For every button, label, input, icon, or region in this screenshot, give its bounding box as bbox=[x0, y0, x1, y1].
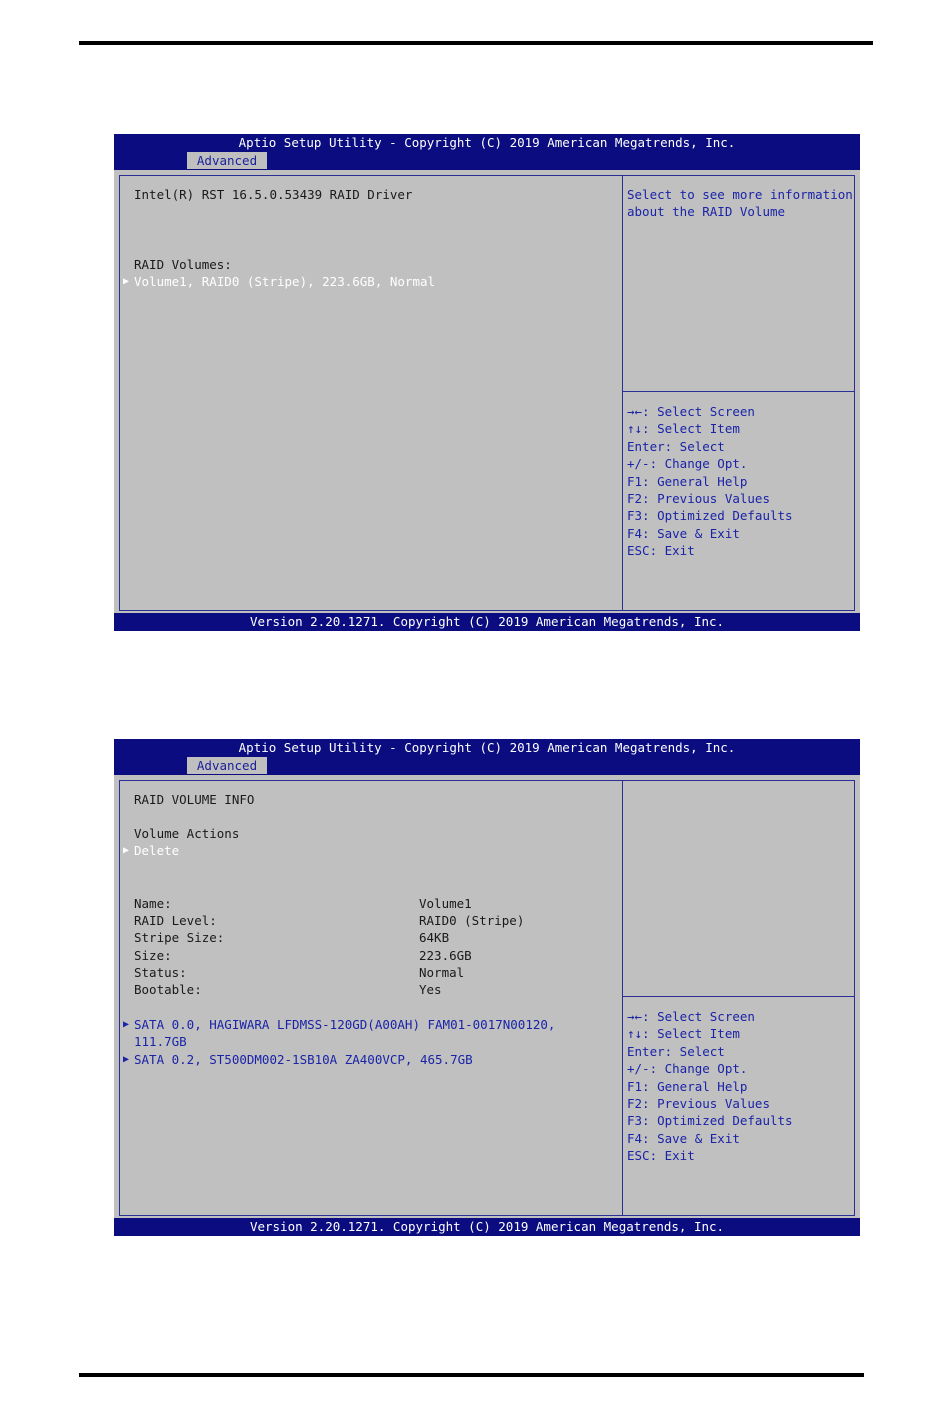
bottom-rule bbox=[79, 1373, 864, 1377]
key-change-opt: +/-: Change Opt. bbox=[627, 1061, 748, 1077]
key-enter: Enter: Select bbox=[627, 438, 725, 454]
key-select-screen: →←: Select Screen bbox=[627, 1009, 755, 1024]
key-f3: F3: Optimized Defaults bbox=[627, 508, 793, 524]
help-divider bbox=[622, 996, 854, 997]
header-title: Aptio Setup Utility - Copyright (C) 2019 American Megatrends, Inc. bbox=[238, 740, 736, 755]
info-value-size: 223.6GB bbox=[419, 948, 472, 963]
disk-item-sata-0-0-size[interactable]: 111.7GB bbox=[134, 1034, 187, 1049]
tab-advanced[interactable]: Advanced bbox=[187, 757, 267, 774]
info-value-status: Normal bbox=[419, 965, 465, 980]
key-change-opt: +/-: Change Opt. bbox=[627, 456, 748, 472]
info-label-raid-level: RAID Level: bbox=[134, 913, 217, 928]
key-f1: F1: General Help bbox=[627, 473, 748, 489]
bios-header bbox=[114, 739, 860, 775]
bios-screen-volume-info bbox=[114, 739, 860, 1236]
key-f2: F2: Previous Values bbox=[627, 1096, 770, 1111]
info-label-status: Status: bbox=[134, 965, 187, 980]
info-label-size: Size: bbox=[134, 948, 172, 963]
driver-label: Intel(R) RST 16.5.0.53439 RAID Driver bbox=[134, 187, 413, 202]
main-frame bbox=[119, 175, 855, 611]
info-value-raid-level: RAID0 (Stripe) bbox=[419, 913, 525, 928]
info-label-name: Name: bbox=[134, 896, 172, 911]
bios-footer: Version 2.20.1271. Copyright (C) 2019 American Megatrends, Inc. bbox=[114, 613, 860, 631]
disk-item-sata-0-2[interactable]: SATA 0.2, ST500DM002-1SB10A ZA400VCP, 465.7GB bbox=[134, 1052, 473, 1067]
key-select-screen: →←: Select Screen bbox=[627, 404, 755, 419]
bios-screen-raid-list bbox=[114, 134, 860, 631]
pane-divider bbox=[622, 781, 623, 1215]
bios-body bbox=[114, 170, 860, 613]
volume-actions-label: Volume Actions bbox=[134, 826, 240, 841]
top-rule bbox=[79, 41, 873, 45]
key-f2: F2: Previous Values bbox=[627, 491, 770, 506]
volume-item[interactable]: Volume1, RAID0 (Stripe), 223.6GB, Normal bbox=[134, 274, 436, 289]
help-divider bbox=[622, 391, 854, 392]
raid-volumes-label: RAID Volumes: bbox=[134, 257, 232, 272]
key-esc: ESC: Exit bbox=[627, 1148, 695, 1164]
info-label-stripe-size: Stripe Size: bbox=[134, 930, 225, 945]
key-f3: F3: Optimized Defaults bbox=[627, 1113, 793, 1129]
pane-divider bbox=[622, 176, 623, 610]
submenu-arrow-icon: ▶ bbox=[123, 276, 130, 287]
info-value-name: Volume1 bbox=[419, 896, 472, 911]
header-title: Aptio Setup Utility - Copyright (C) 2019 American Megatrends, Inc. bbox=[238, 135, 736, 150]
bios-footer: Version 2.20.1271. Copyright (C) 2019 American Megatrends, Inc. bbox=[114, 1218, 860, 1236]
bios-body bbox=[114, 775, 860, 1218]
submenu-arrow-icon: ▶ bbox=[123, 1054, 130, 1065]
key-enter: Enter: Select bbox=[627, 1043, 725, 1059]
bios-header bbox=[114, 134, 860, 170]
help-text-line-1: Select to see more information bbox=[627, 187, 853, 202]
info-label-bootable: Bootable: bbox=[134, 982, 202, 997]
tab-advanced[interactable]: Advanced bbox=[187, 152, 267, 169]
key-f1: F1: General Help bbox=[627, 1078, 748, 1094]
section-title: RAID VOLUME INFO bbox=[134, 792, 255, 807]
info-value-bootable: Yes bbox=[419, 982, 442, 997]
delete-item[interactable]: Delete bbox=[134, 843, 180, 858]
key-f4: F4: Save & Exit bbox=[627, 1130, 740, 1146]
main-frame bbox=[119, 780, 855, 1216]
key-f4: F4: Save & Exit bbox=[627, 525, 740, 541]
key-select-item: ↑↓: Select Item bbox=[627, 1026, 740, 1042]
submenu-arrow-icon: ▶ bbox=[123, 1019, 130, 1030]
key-esc: ESC: Exit bbox=[627, 543, 695, 559]
disk-item-sata-0-0[interactable]: SATA 0.0, HAGIWARA LFDMSS-120GD(A00AH) FAM01-0017N00120, bbox=[134, 1017, 556, 1032]
submenu-arrow-icon: ▶ bbox=[123, 845, 130, 856]
info-value-stripe-size: 64KB bbox=[419, 930, 450, 945]
help-text-line-2: about the RAID Volume bbox=[627, 204, 786, 219]
key-select-item: ↑↓: Select Item bbox=[627, 421, 740, 437]
